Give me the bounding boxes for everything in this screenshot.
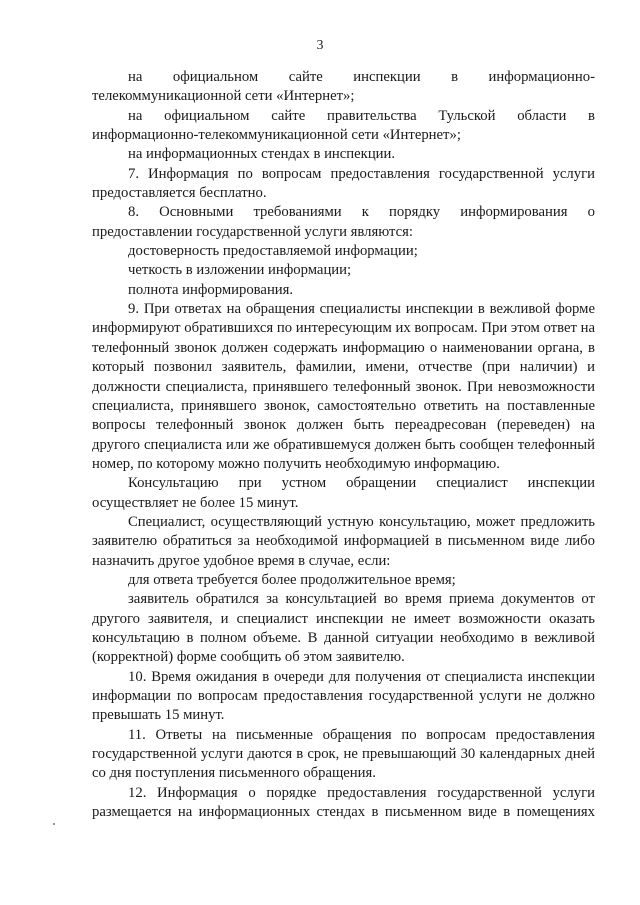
paragraph-condition-longer-time: для ответа требуется более продолжительное время;	[128, 571, 456, 588]
paragraph-requirement-reliability: достоверность предоставляемой информации;	[128, 243, 418, 260]
paragraph-item-8: 8. Основными требованиями к порядку информирования о предоставлении государственной услуги являются:	[92, 204, 595, 240]
paragraph-condition-during-reception: заявитель обратился за консультацией во время приема документов от другого заявителя, и специалист инспекции не имеет возможности оказать консультацию в полном объеме. В данной ситуации необходимо в вежливой (корректной) форме сообщить об этом заявителю.	[92, 591, 595, 666]
paragraph-item-12: 12. Информация о порядке предоставления государственной услуги размещается на информационных стендах в письменном виде в помещениях	[92, 784, 595, 821]
paragraph-item-7: 7. Информация по вопросам предоставления государственной услуги предоставляется бесплатно.	[92, 165, 595, 202]
paragraph-consultation-alternative: Специалист, осуществляющий устную консультацию, может предложить заявителю обратиться за необходимой информацией в письменном виде либо назначить другое удобное время в случае, если:	[92, 513, 595, 569]
paragraph-list-item-stands: на информационных стендах в инспекции.	[128, 146, 396, 163]
paragraph-item-10: 10. Время ожидания в очереди для получения от специалиста инспекции информации по вопросам предоставления государственной услуги не должно превышать 15 минут.	[92, 668, 595, 724]
paragraph-item-11: 11. Ответы на письменные обращения по вопросам предоставления государственной услуги даются в срок, не превышающий 30 календарных дней со дня поступления письменного обращения.	[92, 726, 595, 782]
paragraph-list-item-government-website: на официальном сайте правительства Тульской области в информационно-телекоммуникационной сети «Интернет»;	[92, 107, 595, 144]
paragraph-list-item-website: на официальном сайте инспекции в информационно-телекоммуникационной сети «Интернет»;	[92, 69, 595, 105]
paragraph-item-9: 9. При ответах на обращения специалисты инспекции в вежливой форме информируют обратившихся по интересующим их вопросам. При этом ответ на телефонный звонок должен содержать информацию о наименовании органа, в который позвонил заявитель, фамилии, имени, отчестве (при наличии) и должности специалиста, принявшего телефонный звонок. При невозможности специалиста, принявшего звонок, самостоятельно ответить на поставленные вопросы телефонный звонок должен быть переадресован (переведен) на другого специалиста или же обратившемуся должен быть сообщен телефонный номер, по которому можно получить необходимую информацию.	[92, 301, 595, 472]
paragraph-consultation-duration: Консультацию при устном обращении специалист инспекции осуществляет не более 15 минут.	[92, 475, 595, 511]
paragraph-requirement-clarity: четкость в изложении информации;	[128, 262, 352, 279]
scan-artifact-dot	[53, 823, 55, 825]
paragraph-requirement-completeness: полнота информирования.	[128, 281, 294, 298]
page-number: 3	[316, 38, 324, 53]
document-body	[92, 68, 595, 822]
